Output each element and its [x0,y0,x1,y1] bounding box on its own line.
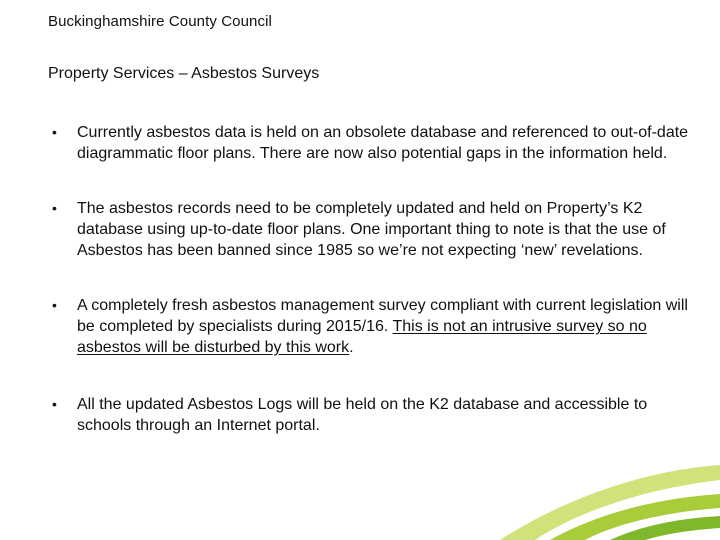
green-swoosh-decoration [480,420,720,540]
page-title: Property Services – Asbestos Surveys [48,65,320,82]
bullet-text: All the updated Asbestos Logs will be held on the K2 database and accessible to schools through an Internet portal. [77,396,648,434]
list-item [52,122,692,164]
bullet-text-underlined: This is not an intrusive survey so no asbestos will be disturbed by this work [77,318,647,356]
bullet-text: A completely fresh asbestos management survey compliant with current legislation will be completed by specialists during 2015/16. [77,297,688,335]
bullet-marker: • [52,396,57,412]
bullet-marker: • [52,200,57,216]
bullet-text: The asbestos records need to be completely updated and held on Property’s K2 database using up-to-date floor plans. One important thing to note is that the use of Asbestos has been banned since 1985 so we’re not expecting ‘new’ revelations. [77,200,666,259]
list-item [52,198,692,261]
list-item [52,295,692,358]
bullet-marker: • [52,297,57,313]
bullet-marker: • [52,124,57,140]
bullet-text-end: . [349,339,354,356]
organisation-name: Buckinghamshire County Council [48,13,272,30]
bullet-list [52,122,692,470]
bullet-text: Currently asbestos data is held on an obsolete database and referenced to out-of-date diagrammatic floor plans. There are now also potential gaps in the information held. [77,124,689,162]
